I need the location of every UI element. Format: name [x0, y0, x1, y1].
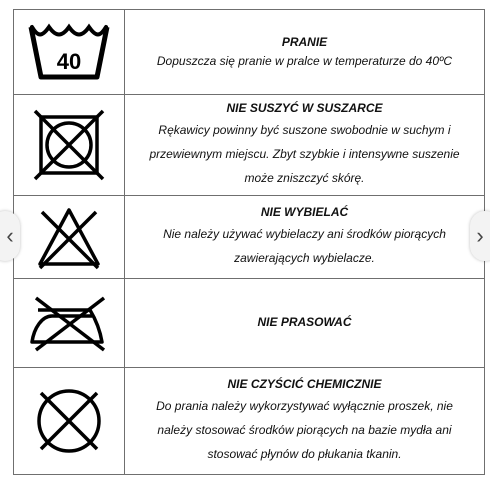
row-title: NIE PRASOWAĆ: [257, 314, 352, 329]
carousel-next-button[interactable]: [470, 211, 490, 261]
text-cell: [125, 10, 484, 94]
row-desc-line: należy stosować środków piorących na bazie mydła ani: [157, 422, 452, 437]
row-desc-line: stosować płynów do płukania tkanin.: [207, 446, 402, 461]
row-desc-line: Do prania należy wykorzystywać wyłącznie proszek, nie: [156, 398, 453, 413]
row-desc-line: Dopuszcza się pranie w pralce w temperaturze do 40ºC: [156, 53, 453, 68]
icon-cell: [14, 196, 125, 278]
care-row-iron: [14, 278, 484, 367]
carousel-prev-button[interactable]: [0, 211, 20, 261]
text-cell: [125, 368, 484, 474]
row-desc-line: Nie należy używać wybielaczy ani środków piorących: [163, 226, 446, 241]
row-title: PRANIE: [281, 34, 328, 49]
do-not-iron-icon: [24, 290, 114, 356]
wash-temperature-label: 40: [56, 49, 82, 74]
icon-cell: [14, 10, 125, 94]
text-cell: [125, 279, 484, 367]
icon-cell: [14, 279, 125, 367]
row-title: NIE SUSZYĆ W SUSZARCE: [226, 100, 383, 115]
wash-40-icon: [26, 21, 112, 83]
chevron-right-icon: ›: [476, 223, 484, 248]
text-cell: [125, 95, 484, 195]
do-not-bleach-icon: [34, 204, 104, 270]
icon-cell: [14, 95, 125, 195]
do-not-dry-clean-icon: [31, 383, 107, 459]
care-symbols-table: [13, 9, 485, 475]
text-cell: [125, 196, 484, 278]
row-desc-line: przewiewnym miejscu. Zbyt szybkie i intensywne suszenie: [149, 146, 460, 161]
row-desc-line: zawierających wybielacze.: [234, 250, 375, 265]
row-title: NIE WYBIELAĆ: [260, 204, 349, 219]
row-title: NIE CZYŚCIĆ CHEMICZNIE: [227, 376, 382, 391]
care-row-bleach: [14, 195, 484, 278]
care-row-washing: [14, 10, 484, 94]
do-not-tumble-dry-icon: [31, 107, 107, 183]
care-row-tumble-dry: [14, 94, 484, 195]
chevron-left-icon: ‹: [6, 223, 14, 248]
row-desc-line: Rękawicy powinny być suszone swobodnie w suchym i: [158, 122, 451, 137]
care-row-dry-clean: [14, 367, 484, 474]
row-desc-line: może zniszczyć skórę.: [244, 170, 365, 185]
icon-cell: [14, 368, 125, 474]
